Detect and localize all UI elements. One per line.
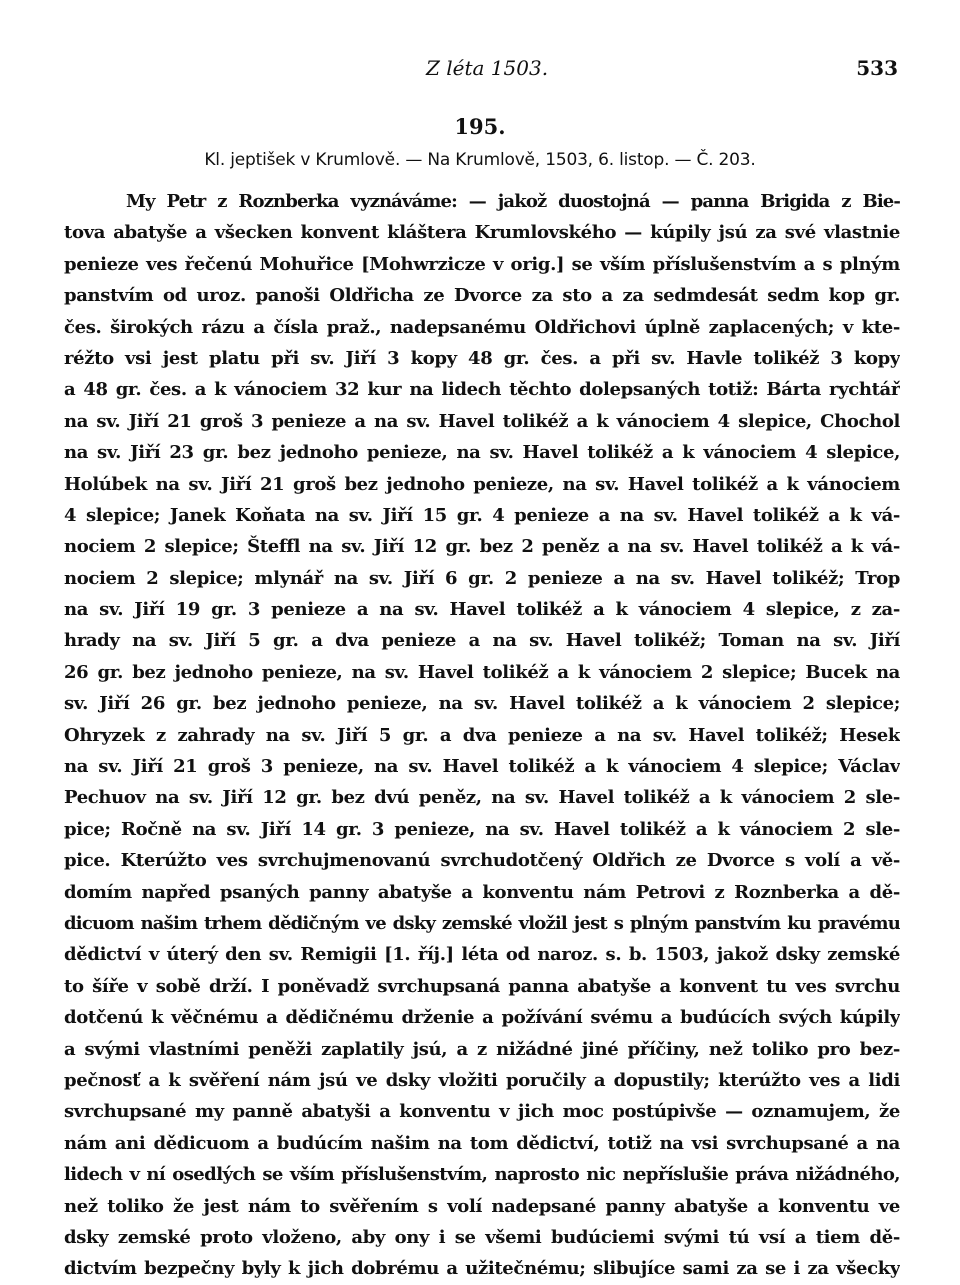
text-line: dsky zemské proto vloženo, aby ony i se všemi budúciemi svými tú vsí a tiem dě- [64, 1226, 900, 1248]
text-line: My Petr z Roznberka vyznáváme: — jakož duostojná — panna Brigida z Bie- [126, 191, 900, 212]
text-line: Pechuov na sv. Jiří 12 gr. bez dvú peněz, na sv. Havel tolikéž a k vánociem 2 sle- [64, 787, 900, 809]
text-line: sv. Jiří 26 gr. bez jednoho penieze, na sv. Havel tolikéž a k vánociem 2 slepice; [64, 693, 900, 715]
text-line: dictvím bezpečny byly k jich dobrému a užitečnému; slibujíce sami za se i za všecky [64, 1258, 900, 1280]
text-line: pice; Ročně na sv. Jiří 14 gr. 3 penieze, na sv. Havel tolikéž a k vánociem 2 sle- [64, 818, 900, 840]
text-line: lidech v ní osedlých se vším příslušenstvím, naprosto nic nepříslušie práva nižádného, [64, 1164, 900, 1186]
text-line: domím napřed psaných panny abatyše a konventu nám Petrovi z Roznberka a dě- [64, 881, 900, 903]
text-line: než toliko že jest nám to svěřením s volí nadepsané panny abatyše a konventu ve [64, 1195, 900, 1217]
text-line: Ohryzek z zahrady na sv. Jiří 5 gr. a dva penieze a na sv. Havel tolikéž; Hesek [64, 724, 900, 746]
document-body [64, 186, 900, 1285]
text-line: na sv. Jiří 21 groš 3 penieze, na sv. Havel tolikéž a k vánociem 4 slepice; Václav [64, 756, 900, 778]
page-number: 533 [856, 56, 898, 80]
text-line: pice. Kterúžto ves svrchujmenovanú svrchudotčený Oldřich ze Dvorce s volí a vě- [64, 850, 900, 872]
text-line: na sv. Jiří 21 groš 3 penieze a na sv. Havel tolikéž a k vánociem 4 slepice, Chochol [64, 410, 900, 432]
text-line: čes. širokých rázu a čísla praž., nadepsanému Oldřichovi úplně zaplacených; v kte- [64, 316, 900, 338]
text-line: 26 gr. bez jednoho penieze, na sv. Havel tolikéž a k vánociem 2 slepice; Bucek na [64, 661, 900, 683]
text-line: a svými vlastními peněži zaplatily jsú, a z nižádné jiné příčiny, než toliko pro bez- [64, 1038, 900, 1060]
text-line: pečnosť a k svěření nám jsú ve dsky vložiti poručily a dopustily; kterúžto ves a lidi [64, 1069, 900, 1091]
text-line: hrady na sv. Jiří 5 gr. a dva penieze a na sv. Havel tolikéž; Toman na sv. Jiří [64, 630, 900, 652]
text-line: nociem 2 slepice; Šteffl na sv. Jiří 12 gr. bez 2 peněz a na sv. Havel tolikéž a k vá- [64, 536, 900, 558]
running-head [0, 56, 960, 86]
text-line: réžto vsi jest platu při sv. Jiří 3 kopy 48 gr. čes. a při sv. Havle tolikéž 3 kopy [64, 347, 900, 369]
running-title: Z léta 1503. [426, 56, 549, 80]
text-line: a 48 gr. čes. a k vánociem 32 kur na lidech těchto dolepsaných totiž: Bárta rychtář [64, 379, 900, 401]
document-number: 195. [454, 114, 506, 139]
text-line: 4 slepice; Janek Koňata na sv. Jiří 15 gr. 4 penieze a na sv. Havel tolikéž a k vá- [64, 504, 900, 526]
text-line: na sv. Jiří 19 gr. 3 penieze a na sv. Havel tolikéž a k vánociem 4 slepice, z za- [64, 599, 900, 621]
text-line: to šíře v sobě drží. I poněvadž svrchupsaná panna abatyše a konvent tu ves svrchu [64, 975, 900, 997]
text-line: nám ani dědicuom a budúcím našim na tom dědictví, totiž na vsi svrchupsané a na [64, 1132, 900, 1154]
text-line: tova abatyše a všecken konvent kláštera Krumlovského — kúpily jsú za své vlastnie [64, 222, 900, 244]
text-line: Holúbek na sv. Jiří 21 groš bez jednoho penieze, na sv. Havel tolikéž a k vánociem [64, 473, 900, 495]
text-line: nociem 2 slepice; mlynář na sv. Jiří 6 gr. 2 penieze a na sv. Havel tolikéž; Trop [64, 567, 900, 589]
text-line: dotčenú k věčnému a dědičnému drženie a požívání svému a budúcích svých kúpily [64, 1007, 900, 1029]
document-regest: Kl. jeptišek v Krumlově. — Na Krumlově, 1503, 6. listop. — Č. 203. [204, 150, 756, 170]
text-line: dicuom našim trhem dědičným ve dsky zemské vložil jest s plným panstvím ku pravému [64, 912, 900, 934]
text-line: na sv. Jiří 23 gr. bez jednoho penieze, na sv. Havel tolikéž a k vánociem 4 slepice, [64, 442, 900, 464]
text-line: penieze ves řečenú Mohuřice [Mohwrzicze v orig.] se vším příslušenstvím a s plným [64, 253, 900, 275]
text-line: dědictví v úterý den sv. Remigii [1. říj.] léta od naroz. s. b. 1503, jakož dsky zemské [64, 944, 900, 966]
text-line: panstvím od uroz. panoši Oldřicha ze Dvorce za sto a za sedmdesát sedm kop gr. [64, 285, 900, 307]
text-line: svrchupsané my panně abatyši a konventu v jich moc postúpivše — oznamujem, že [64, 1101, 900, 1123]
